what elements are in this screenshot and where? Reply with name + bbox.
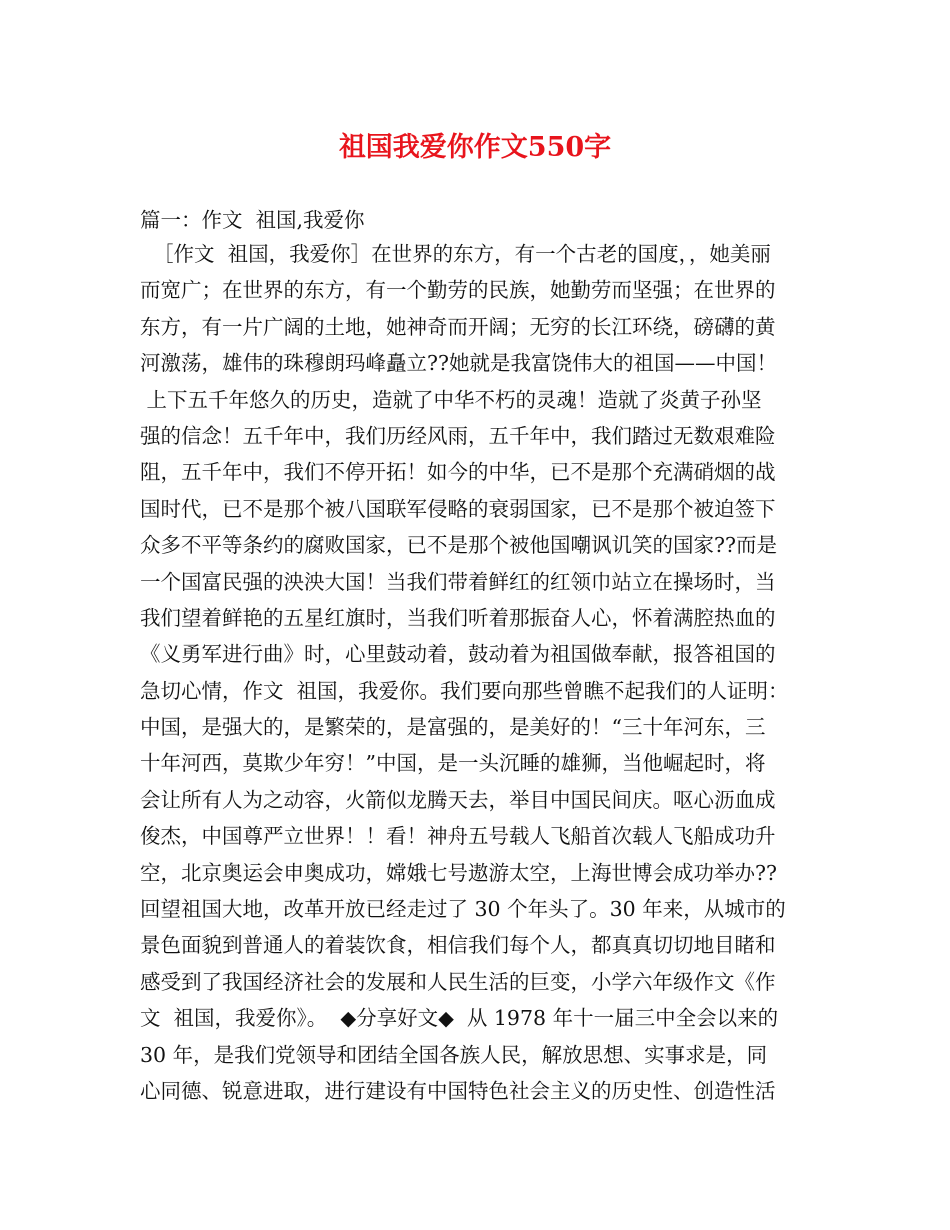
document-title: 祖国我爱你作文550字 [338, 132, 612, 163]
text-line: 而宽广；在世界的东方，有一个勤劳的民族，她勤劳而坚强；在世界的 [140, 278, 776, 303]
document-body [140, 205, 840, 1109]
text-line: 国时代，已不是那个被八国联军侵略的衰弱国家，已不是那个被迫签下 [140, 496, 776, 521]
text-line: 东方，有一片广阔的土地，她神奇而开阔；无穷的长江环绕，磅礴的黄 [140, 314, 776, 339]
text-line: 一个国富民强的泱泱大国！当我们带着鲜红的红领巾站立在操场时，当 [140, 569, 776, 594]
text-line: 30 年，是我们党领导和团结全国各族人民，解放思想、实事求是，同 [140, 1042, 768, 1067]
text-line: 会让所有人为之动容，火箭似龙腾天去，举目中国民间庆。呕心沥血成 [140, 787, 776, 812]
text-line: 景色面貌到普通人的着装饮食，相信我们每个人，都真真切切地目睹和 [140, 933, 776, 958]
text-line: 《义勇军进行曲》时，心里鼓动着，鼓动着为祖国做奉献，报答祖国的 [140, 642, 776, 667]
text-line: 回望祖国大地，改革开放已经走过了 30 个年头了。30 年来，从城市的 [140, 897, 786, 922]
text-line: 十年河西，莫欺少年穷！”中国，是一头沉睡的雄狮，当他崛起时，将 [140, 751, 766, 776]
text-line: 俊杰，中国尊严立世界！！看！神舟五号载人飞船首次载人飞船成功升 [140, 824, 776, 849]
text-line: 感受到了我国经济社会的发展和人民生活的巨变，小学六年级作文《作 [140, 969, 776, 994]
text-line: 文 祖国，我爱你》。 ◆分享好文◆ 从 1978 年十一届三中全会以来的 [140, 1006, 779, 1031]
text-line: 中国，是强大的，是繁荣的，是富强的，是美好的！“三十年河东，三 [140, 715, 766, 740]
text-line: 河激荡，雄伟的珠穆朗玛峰矗立??她就是我富饶伟大的祖国——中国！ [140, 351, 777, 376]
text-line: 阻，五千年中，我们不停开拓！如今的中华，已不是那个充满硝烟的战 [140, 460, 776, 485]
text-line: 众多不平等条约的腐败国家，已不是那个被他国嘲讽讥笑的国家??而是 [140, 533, 777, 558]
text-line: 我们望着鲜艳的五星红旗时，当我们听着那振奋人心，怀着满腔热血的 [140, 605, 776, 630]
text-line: 心同德、锐意进取，进行建设有中国特色社会主义的历史性、创造性活 [140, 1078, 776, 1103]
text-line: ［作文 祖国，我爱你］在世界的东方，有一个古老的国度，，她美丽 [140, 242, 771, 266]
text-line: 空，北京奥运会申奥成功，嫦娥七号遨游太空，上海世博会成功举办?? [140, 860, 777, 885]
text-line: 篇一：作文 祖国,我爱你 [140, 208, 365, 232]
text-line: 急切心情，作文 祖国，我爱你。我们要向那些曾瞧不起我们的人证明： [140, 678, 789, 703]
text-line: 上下五千年悠久的历史，造就了中华不朽的灵魂！造就了炎黄子孙坚 [140, 387, 762, 412]
text-line: 强的信念！五千年中，我们历经风雨，五千年中，我们踏过无数艰难险 [140, 423, 776, 448]
